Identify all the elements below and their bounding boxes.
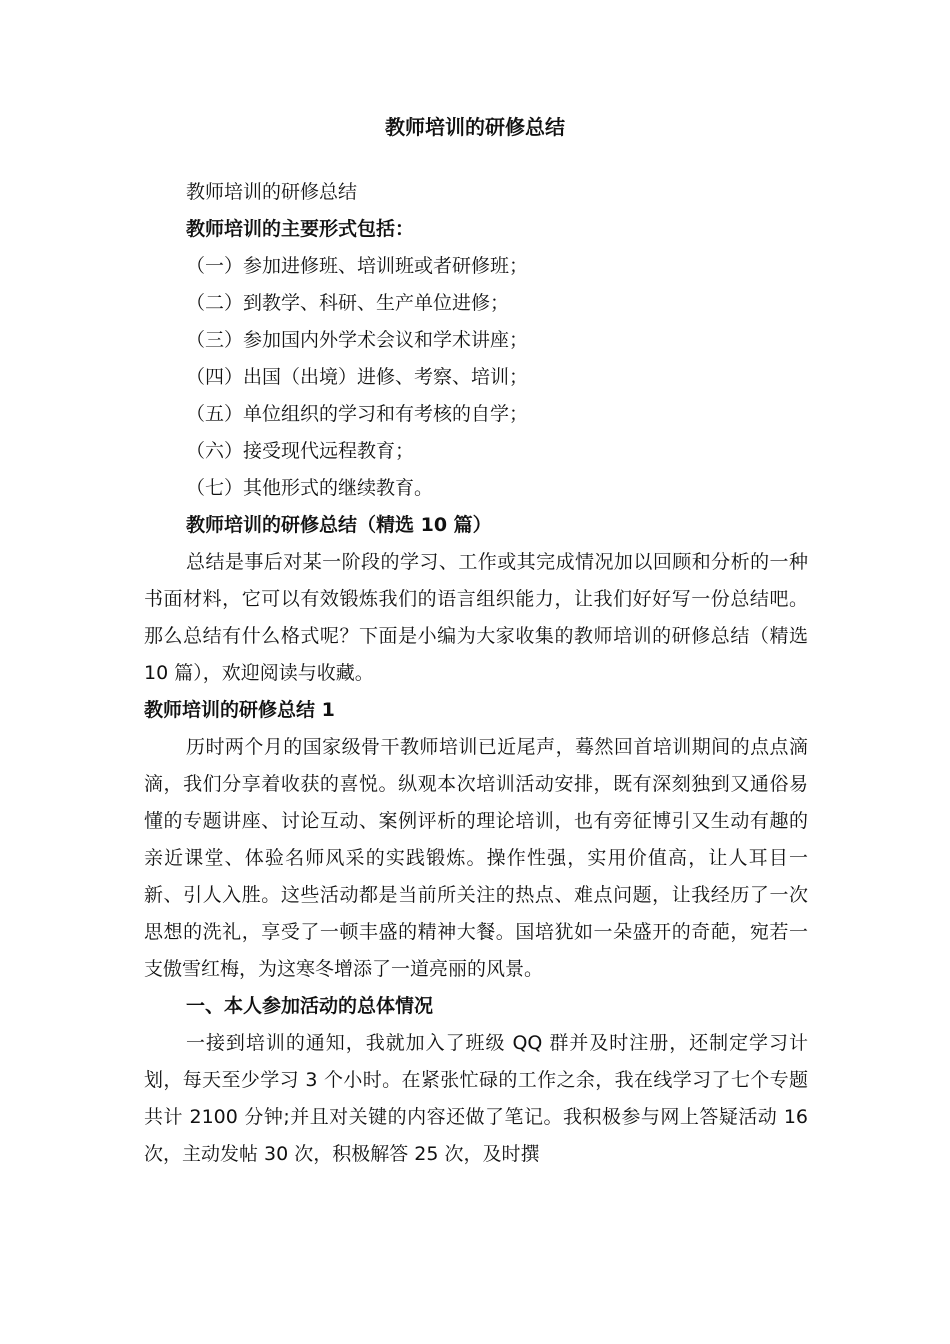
section1-paragraph: 一接到培训的通知，我就加入了班级 QQ 群并及时注册，还制定学习计划，每天至少学习 3 个小时。在紧张忙碌的工作之余，我在线学习了七个专题共计 2100 分钟;并且对关键的内容还做了笔记。我积极参与网上答疑活动 16 次，主动发帖 30 次，积极解答 25 次，及时撰 [144, 1032, 808, 1165]
forms-list-item: （三）参加国内外学术会议和学术讲座； [186, 329, 529, 351]
forms-list-item: （一）参加进修班、培训班或者研修班； [186, 255, 529, 277]
forms-list-item: （七）其他形式的继续教育。 [186, 477, 434, 499]
forms-heading: 教师培训的主要形式包括： [186, 218, 415, 240]
intro-paragraph: 总结是事后对某一阶段的学习、工作或其完成情况加以回顾和分析的一种书面材料，它可以有效锻炼我们的语言组织能力，让我们好好写一份总结吧。那么总结有什么格式呢？下面是小编为大家收集的教师培训的研修总结（精选 10 篇），欢迎阅读与收藏。 [144, 551, 808, 684]
article1-heading: 教师培训的研修总结 1 [144, 699, 335, 721]
document-body [144, 174, 808, 1173]
section1-heading: 一、本人参加活动的总体情况 [186, 995, 434, 1017]
forms-list-item: （二）到教学、科研、生产单位进修； [186, 292, 510, 314]
document-title: 教师培训的研修总结 [385, 115, 565, 139]
selection-heading: 教师培训的研修总结（精选 10 篇） [186, 514, 492, 536]
forms-list-item: （四）出国（出境）进修、考察、培训； [186, 366, 529, 388]
article1-paragraph: 历时两个月的国家级骨干教师培训已近尾声，蓦然回首培训期间的点点滴滴，我们分享着收获的喜悦。纵观本次培训活动安排，既有深刻独到又通俗易懂的专题讲座、讨论互动、案例评析的理论培训，也有旁征博引又生动有趣的亲近课堂、体验名师风采的实践锻炼。操作性强，实用价值高，让人耳目一新、引人入胜。这些活动都是当前所关注的热点、难点问题，让我经历了一次思想的洗礼，享受了一顿丰盛的精神大餐。国培犹如一朵盛开的奇葩，宛若一支傲雪红梅，为这寒冬增添了一道亮丽的风景。 [144, 736, 808, 980]
forms-list-item: （六）接受现代远程教育； [186, 440, 415, 462]
document-subtitle: 教师培训的研修总结 [186, 181, 358, 203]
forms-list [144, 248, 808, 507]
forms-list-item: （五）单位组织的学习和有考核的自学； [186, 403, 529, 425]
